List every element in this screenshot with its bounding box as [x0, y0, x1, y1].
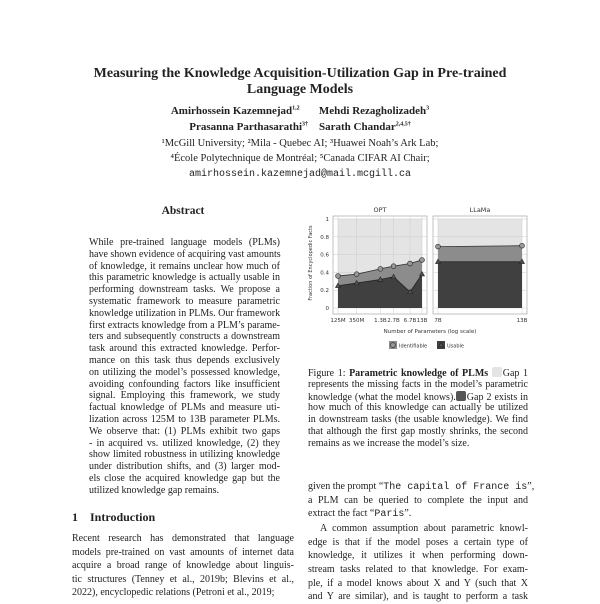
y-tick-label: 0.8	[320, 234, 329, 241]
text-line: a PLM can be queried to complete the input and	[308, 494, 528, 506]
caption-label: Figure 1:	[308, 368, 346, 379]
text-line: ters and subsequently constructs a downstream	[89, 331, 280, 343]
text-line: edge is that if the model poses a certain type of	[308, 536, 528, 548]
author-affil: 3†	[302, 121, 309, 128]
panel-title: LLaMa	[469, 206, 491, 214]
code-snippet: Paris	[374, 509, 405, 521]
text-line: have shown evidence of acquiring vast amounts	[89, 248, 281, 260]
caption-title: Parametric knowledge of PLMs	[349, 368, 489, 379]
y-tick-label: 1	[325, 217, 329, 223]
caption-gap1: Gap 1	[502, 368, 528, 379]
text: given the prompt “	[308, 481, 384, 492]
identifiable-point	[520, 243, 525, 248]
text-line: mance on this task thus depends exclusively	[89, 354, 280, 366]
author-name: Mehdi Rezagholizadeh	[318, 105, 427, 117]
x-tick-label: 6.7B	[403, 318, 417, 324]
gap1-swatch	[492, 367, 502, 377]
text-line: lization across 125M to 13B parameter PLMs.	[89, 413, 280, 425]
text-line: on utilizing the model’s possessed knowledge,	[89, 366, 280, 378]
intro-body	[72, 532, 294, 600]
paper-title-line-2: Language Models	[246, 82, 354, 97]
right-column-body	[308, 480, 535, 604]
text-line: models pre-trained on vast amounts of internet data	[72, 546, 294, 558]
text-line: - in acquired vs. utilized knowledge, (2) they	[89, 437, 280, 449]
author-name: Prasanna Parthasarathi	[189, 121, 303, 133]
identifiable-point	[436, 244, 441, 249]
identifiable-point	[378, 266, 383, 271]
text-line: under distribution shifts, and (3) larger mod-	[89, 461, 280, 473]
usable-area	[438, 262, 522, 308]
section-heading	[72, 510, 155, 525]
author-name: Amirhossein Kazemnejad	[170, 105, 293, 117]
caption-line: in downstream tasks (the usable knowledge). We find	[308, 414, 528, 426]
caption-text: knowledge (what the model knows).	[308, 391, 456, 403]
affiliation-line: ¹McGill University; ²Mila - Quebec AI; ³Huawei Noah’s Ark Lab;	[161, 138, 439, 149]
x-tick-label: 125M	[330, 318, 346, 324]
section-title: Introduction	[90, 510, 156, 524]
x-tick-label: 350M	[348, 318, 365, 324]
x-axis-label: Number of Parameters (log scale)	[383, 329, 477, 335]
text-line: acquire a broad range of knowledge about linguis-	[72, 560, 294, 571]
text-line: knowledge, it utilizes it when performing down-	[308, 550, 528, 562]
y-tick-label: 0.6	[320, 252, 329, 259]
text-line: performing downstream tasks. We propose a	[89, 284, 280, 296]
figure-caption	[308, 367, 528, 450]
x-tick-label: 13B	[516, 318, 528, 324]
y-tick-label: 0	[325, 306, 329, 312]
text-line: Recent research has demonstrated that language	[72, 533, 294, 544]
x-tick-label: 2.7B	[387, 318, 400, 324]
text-line: els close the acquired knowledge gap but the	[89, 472, 280, 484]
y-axis-label: Fraction of Encyclopedic Facts	[308, 225, 314, 301]
x-tick-label: 13B	[416, 318, 428, 324]
identifiable-point	[420, 258, 425, 263]
caption-line: how much of this knowledge can actually be utilized	[308, 402, 528, 414]
authors-row-1	[0, 105, 600, 117]
text-line: stream tasks related to that knowledge. For exam-	[308, 563, 528, 575]
authors-row-2	[0, 121, 600, 133]
author-affil: 1,2	[292, 105, 300, 112]
legend-marker-identifiable	[391, 343, 396, 348]
text-line: A common assumption about parametric knowl-	[320, 523, 528, 535]
text-line: systematic framework to measure parametric	[89, 295, 280, 307]
legend-label: Usable	[447, 343, 464, 350]
code-snippet: The capital of France is	[383, 482, 528, 493]
affiliation-line: ⁴École Polytechnique de Montréal; ⁵Canada CIFAR AI Chair;	[170, 153, 430, 164]
author-affil: 3	[426, 105, 430, 112]
paper-title-line-1: Measuring the Knowledge Acquisition-Utilization Gap in Pre-trained	[93, 66, 507, 81]
section-number: 1	[72, 510, 78, 524]
figure-1-chart	[300, 200, 540, 365]
text-line: of knowledge, it remains unclear how much of	[89, 260, 280, 272]
identifiable-point	[354, 272, 359, 277]
text: ”,	[527, 481, 535, 492]
abstract-heading: Abstract	[161, 205, 205, 217]
x-tick-label: 7B	[434, 318, 442, 324]
text: extract the fact “	[308, 508, 375, 520]
abstract-body	[89, 237, 280, 497]
identifiable-point	[391, 264, 396, 269]
panel-title: OPT	[373, 206, 387, 214]
text-line: show limited robustness in utilizing knowledge	[89, 449, 280, 461]
text-line: ple, if a model knows about X and Y (such that X	[308, 577, 528, 589]
text-line: factual knowledge of PLMs and measure uti-	[89, 402, 280, 414]
identifiable-point	[408, 261, 413, 266]
gap2-swatch	[456, 391, 466, 401]
text-line: utilized knowledge gap remains.	[89, 484, 219, 496]
text-line: signal. Employing this framework, we study	[89, 390, 280, 402]
y-tick-label: 0.4	[320, 270, 329, 277]
caption-line: remains as we increase the model’s size.	[308, 437, 470, 449]
y-tick-label: 0.2	[320, 288, 329, 295]
caption-line: that although the first gap mostly shrinks, the second	[308, 425, 528, 437]
text-line: first extracts knowledge from a PLM’s parame-	[89, 319, 280, 331]
text-line: avoiding confounding factors like insufficient	[89, 378, 280, 390]
text-line: knowledge utilization in PLMs. Our framework	[89, 307, 281, 319]
x-tick-label: 1.3B	[374, 318, 387, 324]
identifiable-point	[336, 274, 341, 279]
text-line: this parametric knowledge is actually usable in	[89, 272, 280, 284]
text-line: tic structures (Tenney et al., 2019b; Blevins et al.,	[72, 573, 294, 585]
text-line: We observe that: (1) PLMs exhibit two gaps	[89, 425, 280, 437]
caption-line: represents the missing facts in the model’s parametric	[308, 378, 528, 390]
author-name: Sarath Chandar	[319, 121, 396, 133]
caption-gap2: Gap 2 exists in	[466, 391, 529, 403]
text: ”.	[404, 508, 412, 520]
author-email: amirhossein.kazemnejad@mail.mcgill.ca	[188, 169, 412, 180]
text-line: and Y are similar), and is taught to perform a task	[308, 591, 528, 603]
text-line: 2022), encyclopedic relations (Petroni et al., 2019;	[72, 587, 275, 598]
text-line: task around this extracted knowledge. Perfor-	[89, 343, 280, 355]
text-line: While pre-trained language models (PLMs)	[89, 237, 280, 248]
author-affil: 2,4,5†	[395, 121, 411, 128]
legend-label: Identifiable	[399, 343, 428, 350]
